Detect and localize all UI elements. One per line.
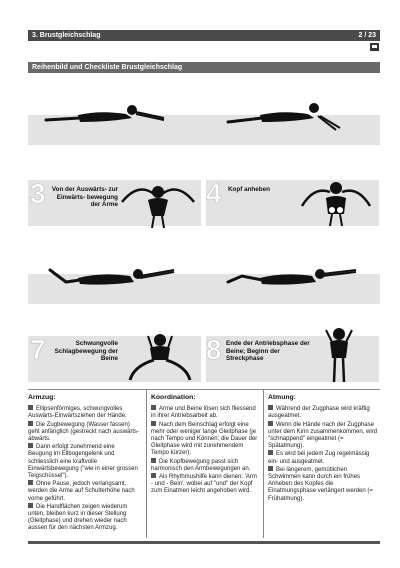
panel-caption-7: Schwungvolle Schlagbewegung der Beine [54,340,118,363]
swimmer-kick-left [40,256,180,298]
column-armzug [28,394,140,533]
list-item: Dann erfolgt zunehmend eine Beugung im Ellbogengelenk und schliesslich eine kraftvolle Einwärtsbewegung ("wie in einer grossen Teigschüssel"). [28,444,138,480]
list-item: Arme und Beine lösen sich fliessend in ihrer Antriebsarbeit ab. [151,406,256,420]
list-item: Die Handflächen zeigen wiederum unten, bleiben kurz in dieser Stellung (Gleitphase) und drehen wieder nach aussen für den nächsten Armzug. [28,503,128,532]
list-item: Während der Zugphase wird kräftig ausgeatmet. [268,406,370,420]
panel-number-8: 8 [206,334,222,365]
swimmer-front-3 [118,170,198,230]
column-divider-1 [146,390,147,538]
swimmer-glide-left [40,98,170,138]
section-title: Reihenbild und Checkliste Brustgleichschlag [28,62,380,73]
swimmer-front-7 [120,326,200,386]
swimmer-kick-right [222,258,362,300]
panel-number-4: 4 [206,178,222,209]
chapter-title: 3. Brustgleichschlag [32,32,101,39]
list-item: Es wird bei jedem Zug regelmässig ein- und ausgeatmet. [268,451,370,465]
panel-caption-3: Von der Auswärts- zur Einwärts- bewegung der Arme [51,186,118,209]
list-item: Die Zugbewegung (Wasser fassen) geht anfänglich (gestreckt nach auswärts-abwärts. [28,421,140,443]
page-number: 2 / 23 [358,32,376,39]
list-item: Als Rhythmushilfe kann dienen: 'Arm - und - Bein', wobei auf "und" der Kopf zum Einatmen leicht angehoben wird. [151,474,257,495]
panel-number-3: 3 [30,178,46,209]
panel-caption-4: Kopf anheben [228,186,270,193]
chapter-header [28,30,380,41]
page-icon [370,43,379,51]
column-koordination [151,394,259,496]
column-divider-2 [263,390,264,538]
divider-top [28,389,380,390]
list-item: Ohne Pause, jedoch verlangsamt, werden die Arme auf Schulterhöhe nach vorne geführt. [28,481,135,502]
swimmer-front-4 [296,170,376,230]
footer-bar [28,541,380,544]
column-heading-atmung: Atmung: [268,394,296,401]
panel-caption-8: Ende der Antriebsphase der Beine; Beginn der Streckphase [226,340,310,363]
column-atmung [268,394,380,503]
column-heading-koordination: Koordination: [151,394,196,401]
list-item: Die Kopfbewegung passt sich harmonisch den Armbewegungen an. [151,458,251,472]
list-item: Ellipsenförmiges, schwungvolles Auswärts-Einwärtsziehen der Hände. [28,406,127,420]
panel-number-7: 7 [30,334,46,365]
list-item: Wenn die Hände nach der Zugphase unter dem Kinn zusammenkommen, wird "schnappend" eingeatmet (= Spätatmung). [268,421,378,450]
column-heading-armzug: Armzug: [28,394,56,401]
swimmer-glide-right [222,98,352,138]
list-item: Nach dem Beinschlag erfolgt eine mehr oder weniger lange Gleitphase (je nach Tempo und Können; die Dauer der Gleitphase wird mit zunehmendem Tempo kürzer). [151,421,258,457]
list-item: Bei längerem, gemütlichen Schwimmen kann durch ein frühes Anheben des Kopfes die Einatmungsphase verlängert werden (= Frühatmung). [268,466,373,502]
swimmer-front-8 [304,324,374,386]
